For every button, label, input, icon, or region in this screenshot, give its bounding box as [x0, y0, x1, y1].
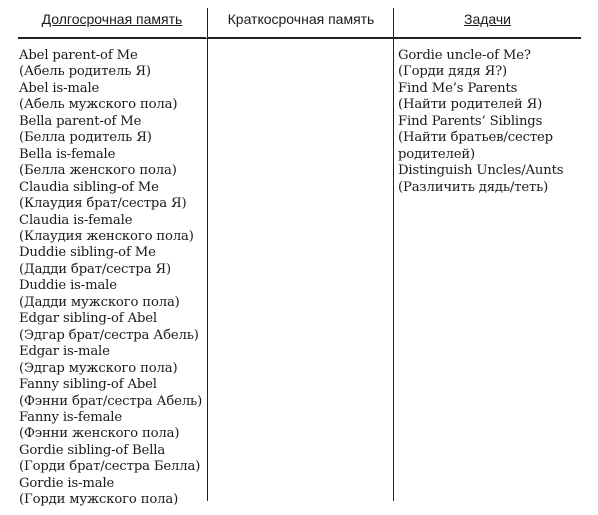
goals-header: [394, 8, 581, 38]
memory-fact: [19, 213, 206, 246]
fact-russian: (Белла женского пола): [19, 163, 177, 179]
fact-english: Edgar is-male: [19, 344, 110, 360]
memory-fact: [19, 278, 206, 311]
fact-english: Gordie sibling-of Bella: [19, 442, 166, 458]
long-term-memory-list: [18, 38, 206, 509]
fact-russian: (Эдгар мужского пола): [19, 360, 178, 376]
fact-russian: (Дадди мужского пола): [19, 294, 180, 310]
memory-fact: [19, 443, 206, 476]
memory-fact: [19, 114, 206, 147]
long-term-memory-header-label: Долгосрочная память: [41, 11, 183, 27]
memory-fact: [19, 377, 206, 410]
goal-line: (Различить дядь/теть): [398, 179, 549, 195]
goal-line: (Горди дядя Я?): [398, 64, 508, 80]
fact-russian: (Абель родитель Я): [19, 64, 151, 80]
goal-line: (Найти братьев/сестер: [398, 130, 553, 146]
goal-item: [398, 81, 581, 114]
long-term-memory-header: [18, 8, 206, 38]
memory-fact: [19, 180, 206, 213]
short-term-memory-column: [207, 8, 394, 501]
memory-fact: [19, 81, 206, 114]
fact-english: Claudia is-female: [19, 212, 133, 228]
memory-fact: [19, 147, 206, 180]
goal-line: Find Parents’ Siblings: [398, 113, 543, 129]
fact-russian: (Абель мужского пола): [19, 97, 178, 113]
fact-russian: (Клаудия женского пола): [19, 228, 194, 244]
memory-fact: [19, 245, 206, 278]
fact-russian: (Эдгар брат/сестра Абель): [19, 327, 199, 343]
fact-russian: (Фэнни женского пола): [19, 426, 180, 442]
fact-english: Fanny sibling-of Abel: [19, 377, 157, 393]
fact-english: Duddie is-male: [19, 278, 117, 294]
goal-line: Distinguish Uncles/Aunts: [398, 163, 564, 179]
goal-item: [398, 114, 581, 163]
goal-line: родителей): [398, 146, 476, 162]
memory-table: [18, 8, 581, 508]
memory-fact: [19, 344, 206, 377]
fact-english: Abel parent-of Me: [19, 48, 138, 63]
fact-russian: (Горди брат/сестра Белла): [19, 459, 201, 475]
fact-english: Claudia sibling-of Me: [19, 179, 159, 195]
goal-line: (Найти родителей Я): [398, 97, 543, 113]
fact-english: Bella parent-of Me: [19, 113, 142, 129]
goals-column: [393, 8, 581, 501]
short-term-memory-header-label: Краткосрочная память: [227, 11, 375, 27]
goal-line: Gordie uncle-of Me?: [398, 48, 531, 63]
fact-english: Gordie is-male: [19, 475, 115, 491]
fact-russian: (Белла родитель Я): [19, 130, 152, 146]
short-term-memory-list: [208, 38, 394, 48]
fact-russian: (Клаудия брат/сестра Я): [19, 196, 187, 212]
fact-russian: (Фэнни брат/сестра Абель): [19, 393, 203, 409]
long-term-memory-column: [18, 8, 206, 508]
goal-item: [398, 163, 581, 196]
memory-fact: [19, 410, 206, 443]
fact-russian: (Дадди брат/сестра Я): [19, 261, 171, 277]
fact-english: Duddie sibling-of Me: [19, 245, 156, 261]
memory-fact: [19, 476, 206, 509]
goals-header-label: Задачи: [463, 11, 511, 27]
goals-list: [394, 38, 581, 196]
fact-english: Abel is-male: [19, 80, 100, 96]
goal-item: [398, 48, 581, 81]
memory-fact: [19, 48, 206, 81]
short-term-memory-header: [208, 8, 394, 38]
goal-line: Find Me’s Parents: [398, 80, 518, 96]
fact-russian: (Горди мужского пола): [19, 492, 179, 508]
fact-english: Fanny is-female: [19, 409, 123, 425]
fact-english: Bella is-female: [19, 146, 116, 162]
memory-fact: [19, 311, 206, 344]
fact-english: Edgar sibling-of Abel: [19, 311, 157, 327]
